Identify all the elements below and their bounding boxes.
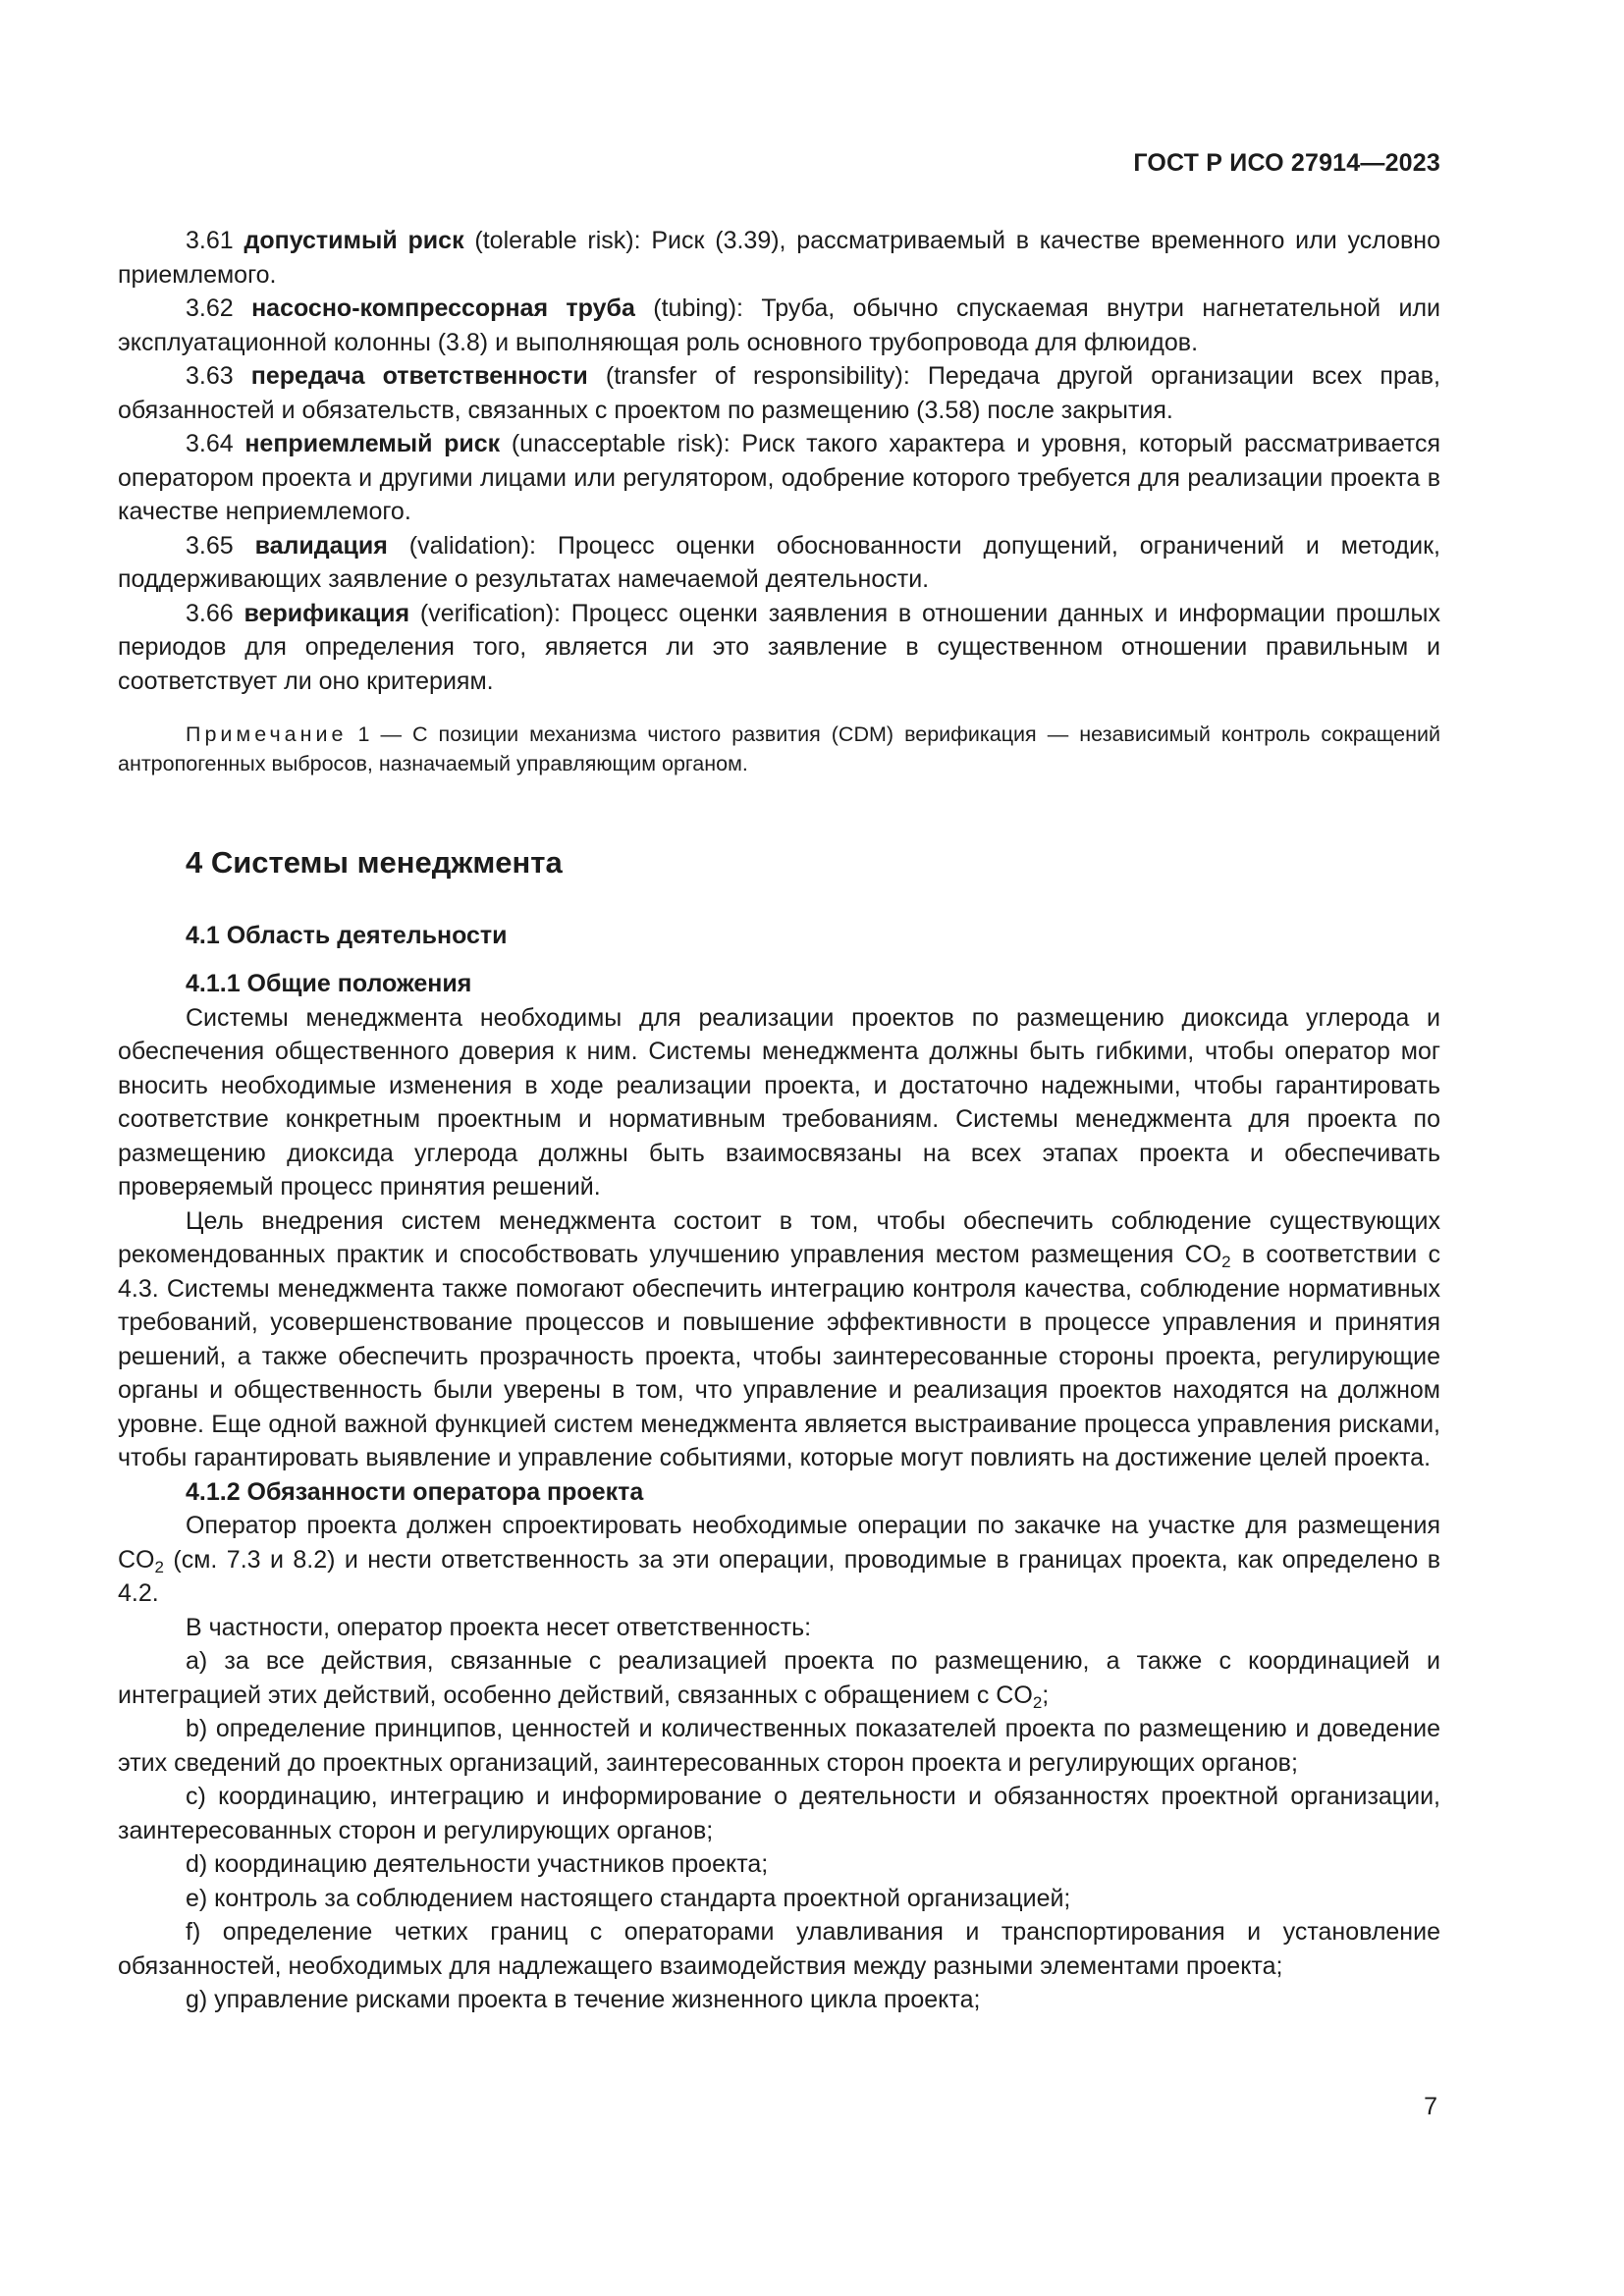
definition-text: (unacceptable risk): Риск такого характера и уровня, который рассматривается оператором проекта и другими лицами или регулятором, одобрение которого требуется для реализации проекта в качестве неприемлемого. [118, 430, 1440, 525]
list-item: e) контроль за соблюдением настоящего стандарта проектной организацией; [186, 1884, 1071, 1912]
list-item: f) определение четких границ с операторами улавливания и транспортирования и установление обязанностей, необходимых для надлежащего взаимодействия между разными элементами проекта; [118, 1918, 1440, 1980]
clause-number: 3.65 [186, 531, 234, 560]
definition-3-64 [118, 427, 1440, 529]
clause-number: 3.63 [186, 362, 234, 390]
list-item [118, 1644, 1440, 1712]
definition-3-66 [118, 597, 1440, 699]
clause-number: 3.61 [186, 227, 234, 254]
clause-number: 3.64 [186, 430, 234, 457]
responsibility-list [118, 1644, 1440, 2017]
definition-text: (verification): Процесс оценки заявления в отношении данных и информации прошлых периодов для определения того, является ли это заявление в существенном отношении правильным и соответствует ли оно критериям. [118, 599, 1440, 695]
subscript: 2 [1032, 1692, 1043, 1712]
paragraph [118, 1204, 1440, 1475]
definition-3-65 [118, 529, 1440, 597]
term: неприемлемый риск [244, 430, 501, 457]
term: допустимый риск [244, 227, 464, 254]
note [118, 720, 1440, 778]
list-item: d) координацию деятельности участников проекта; [186, 1850, 769, 1878]
list-item: b) определение принципов, ценностей и количественных показателей проекта по размещению и доведение этих сведений до проектных организаций, заинтересованных сторон проекта и регулирующих органов; [118, 1715, 1440, 1777]
definition-3-63 [118, 359, 1440, 427]
page-number: 7 [1424, 2093, 1437, 2120]
term: верификация [244, 599, 410, 627]
list-item-text: ; [1042, 1681, 1050, 1709]
definition-text: (tubing): Труба, обычно спускаемая внутри нагнетательной или эксплуатационной колонны (3.8) и выполняющая роль основного трубопровода для флюидов. [118, 294, 1441, 356]
clause-heading: 4.1.1 Общие положения [186, 970, 472, 997]
body-text [118, 224, 1440, 2017]
definition-3-62 [118, 292, 1440, 359]
paragraph-text: Оператор проекта должен спроектировать необходимые операции по закачке на участке для размещения CO [118, 1512, 1440, 1574]
note-label: Примечание [186, 722, 348, 746]
clause-heading: 4.1.2 Обязанности оператора проекта [186, 1477, 644, 1506]
clause-number: 3.66 [186, 599, 234, 627]
term: валидация [254, 531, 388, 560]
subscript: 2 [154, 1557, 164, 1576]
standard-header: ГОСТ Р ИСО 27914—2023 [1133, 149, 1440, 177]
definition-text: (tolerable risk): Риск (3.39), рассматриваемый в качестве временного или условно приемлемого. [118, 227, 1440, 289]
list-item-text: a) за все действия, связанные с реализацией проекта по размещению, а также с координацией и интеграцией этих действий, особенно действий, связанных с обращением с CO [118, 1647, 1440, 1709]
definition-text: (transfer of responsibility): Передача другой организации всех прав, обязанностей и обязательств, связанных с проектом по размещению (3.58) после закрытия. [118, 362, 1440, 424]
paragraph: Системы менеджмента необходимы для реализации проектов по размещению диоксида углерода и обеспечения общественного доверия к ним. Системы менеджмента должны быть гибкими, чтобы оператор мог вносить необходимые изменения в ходе реализации проекта, и достаточно надежными, чтобы гарантировать соответствие конкретным проектным и нормативным требованиям. Системы менеджмента для проекта по размещению диоксида углерода должны быть взаимосвязаны на всех этапах проекта и обеспечивать проверяемый процесс принятия решений. [118, 1003, 1440, 1201]
list-item: c) координацию, интеграцию и информирование о деятельности и обязанностях проектной организации, заинтересованных сторон и регулирующих органов; [118, 1783, 1440, 1844]
paragraph-text: Цель внедрения систем менеджмента состоит в том, чтобы обеспечить соблюдение существующих рекомендованных практик и способствовать улучшению управления местом размещения CO [118, 1206, 1440, 1268]
term: передача ответственности [250, 362, 588, 390]
paragraph [118, 1509, 1440, 1611]
definition-text: (validation): Процесс оценки обоснованности допущений, ограничений и методик, поддерживающих заявление о результатах намечаемой деятельности. [118, 531, 1440, 593]
subsection-heading: 4.1 Область деятельности [186, 922, 508, 949]
paragraph-text: (см. 7.3 и 8.2) и нести ответственность за эти операции, проводимые в границах проекта, как определено в 4.2. [118, 1545, 1440, 1607]
term: насосно-компрессорная труба [251, 294, 635, 322]
note-text: 1 — С позиции механизма чистого развития (CDM) верификация — независимый контроль сокращений антропогенных выбросов, назначаемый управляющим органом. [118, 722, 1440, 775]
list-item: g) управление рисками проекта в течение жизненного цикла проекта; [186, 1986, 981, 2013]
clause-number: 3.62 [186, 294, 234, 322]
subscript: 2 [1221, 1253, 1231, 1271]
definition-3-61 [118, 224, 1440, 292]
paragraph: В частности, оператор проекта несет ответственность: [186, 1613, 812, 1641]
section-heading: 4 Системы менеджмента [186, 845, 563, 880]
paragraph-text: в соответствии с 4.3. Системы менеджмента также помогают обеспечить интеграцию контроля качества, соблюдение нормативных требований, усовершенствование процессов и повышение эффективности в процессе управления и принятия решений, а также обеспечить прозрачность проекта, чтобы заинтересованные стороны проекта, регулирующие органы и общественность были уверены в том, что управление и реализация проектов находятся на должном уровне. Еще одной важной функцией систем менеджмента является выстраивание процесса управления рисками, чтобы гарантировать выявление и управление событиями, которые могут повлиять на достижение целей проекта. [118, 1241, 1440, 1471]
